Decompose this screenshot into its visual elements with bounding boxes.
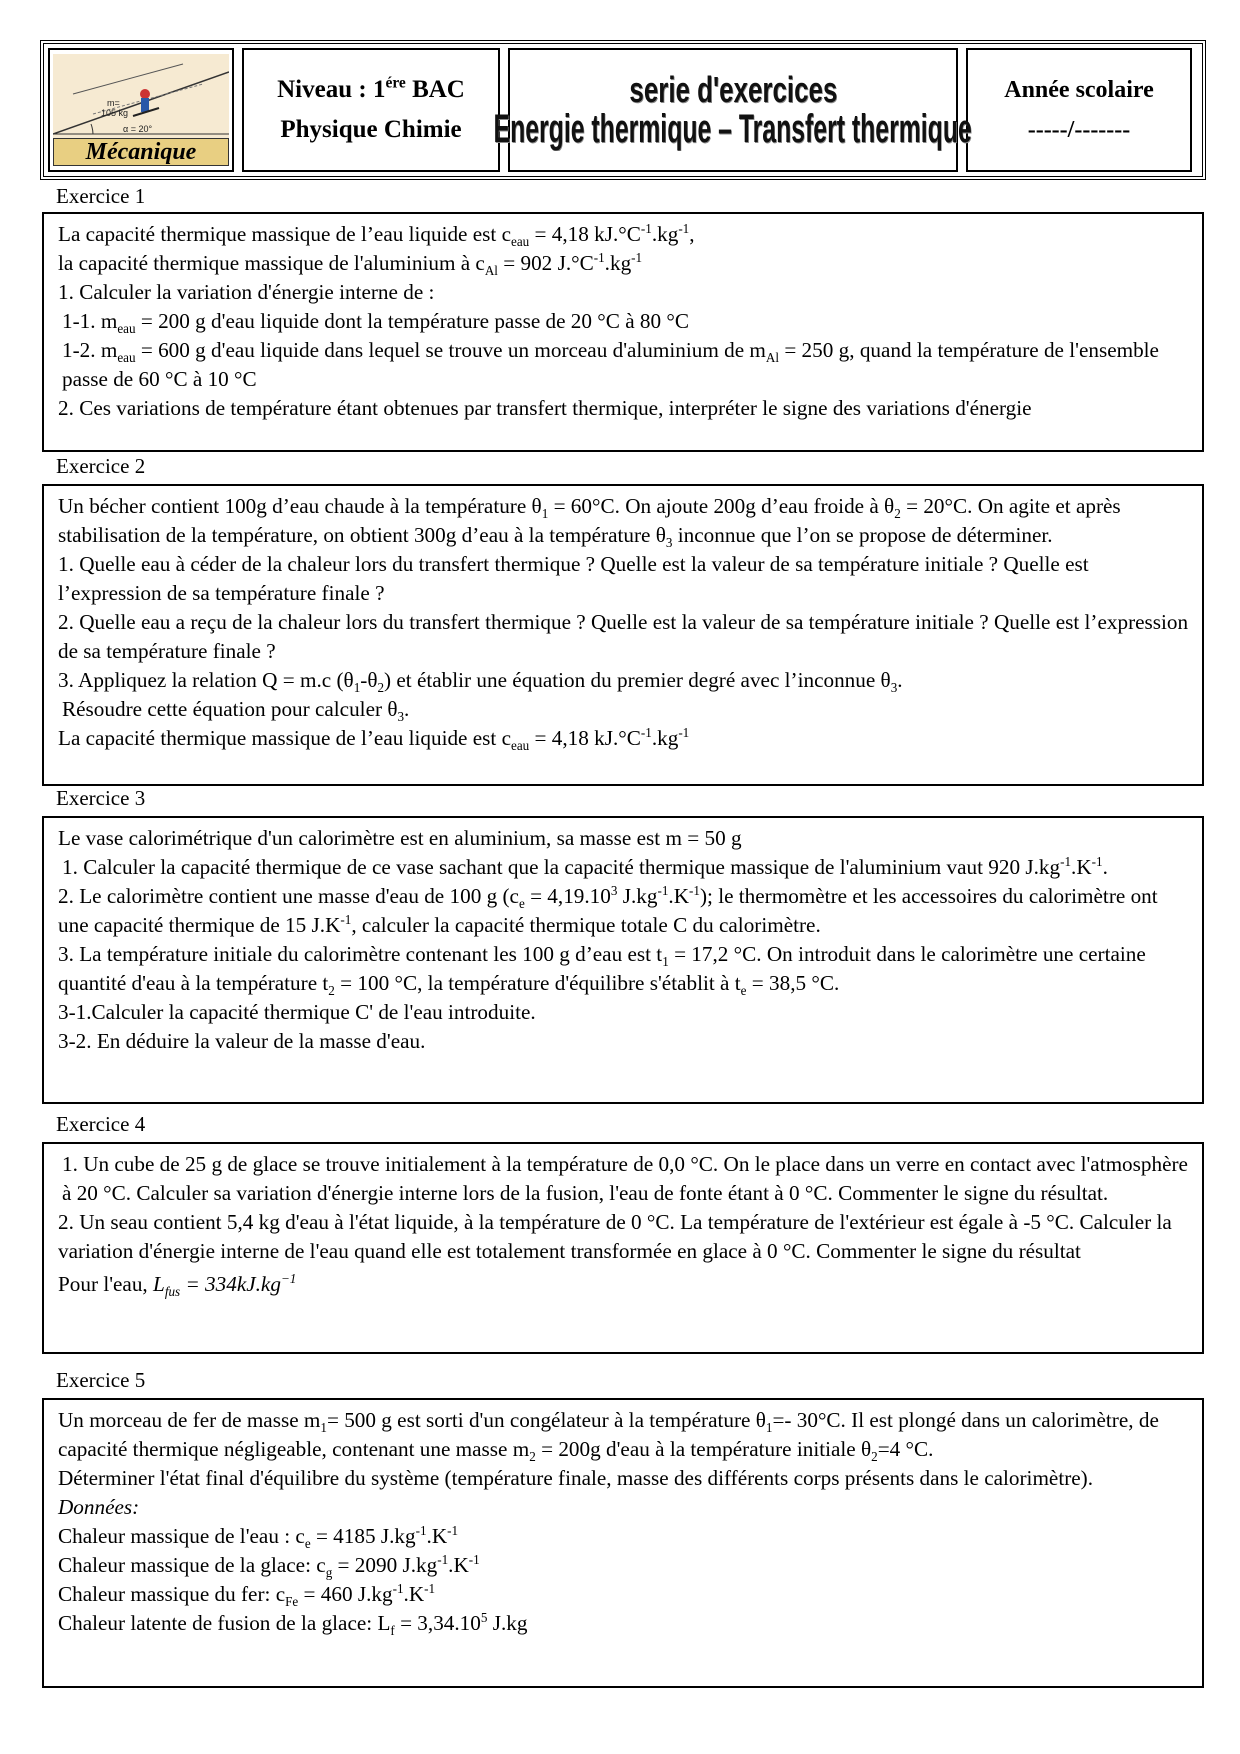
ex1-line: la capacité thermique massique de l'aluminium à $c_{Al} = 902$ $J.^\circ C^{-1}.kg^{-1}$: [58, 249, 643, 279]
ex2-question-2: 2. Quelle eau a reçu de la chaleur lors du transfert thermique ? Quelle est la valeur de sa température initiale ? Quelle est l’expression de sa température finale ?: [58, 610, 1189, 663]
ex1-line: La capacité thermique massique de l’eau liquide est $c_{eau} = 4,18$ $kJ.^\circ C^{-1}.kg^{-1}$,: [58, 220, 695, 250]
exercise-4-box: [42, 1142, 1204, 1354]
ex5-question: Déterminer l'état final d'équilibre du système (température finale, masse des différents corps présents dans le calorimètre).: [58, 1466, 1094, 1490]
ex1-question-2: 2. Ces variations de température étant obtenues par transfert thermique, interpréter le signe des variations d'énergie: [58, 396, 1032, 420]
logo-mass-value: 105 kg: [101, 108, 129, 118]
ex4-question-2: 2. Un seau contient 5,4 kg d'eau à l'état liquide, à la température de 0 °C. La température de l'extérieur est égale à -5 °C. Calculer la variation d'énergie interne de l'eau quand elle est totalement transformée en glace à 0 °C. Commenter le signe du résultat: [58, 1210, 1172, 1263]
ex5-data-line: Chaleur latente de fusion de la glace: $L_f = 3,34.10^5$ J.kg: [58, 1609, 528, 1639]
subject-line: Physique Chimie: [280, 116, 462, 143]
logo-label: Mécanique: [53, 138, 229, 166]
year-cell: [966, 48, 1192, 172]
exercise-5-box: [42, 1398, 1204, 1688]
logo-cell: [48, 48, 234, 172]
skier-diagram-icon: [53, 54, 229, 138]
ex3-question-3-1: 3-1.Calculer la capacité thermique C' de l'eau introduite.: [58, 1000, 536, 1024]
ex5-data-line: Chaleur massique de la glace: $c_g = 2090$ $J.kg^{-1}.K^{-1}$: [58, 1551, 480, 1581]
ex3-question-3-2: 3-2. En déduire la valeur de la masse d'eau.: [58, 1029, 426, 1053]
exercise-3-label: Exercice 3: [56, 786, 146, 810]
ex1-question-1-1: 1-1. $m_{eau} = 200$ g d'eau liquide dont la température passe de 20 °C à 80 °C: [62, 309, 689, 337]
logo-angle-label: α = 20°: [123, 124, 153, 134]
ex4-data: Pour l'eau, $L_{fus} = 334kJ.kg^{-1}$: [58, 1270, 297, 1300]
header-table: [40, 40, 1206, 180]
ex1-question-1-2: 1-2. $m_{eau} = 600$ g d'eau liquide dans lequel se trouve un morceau d'aluminium de $m_{Al} = 250$ g, quand la température de l'ensemble passe de 60 °C à 10 °C: [62, 338, 1159, 391]
exercise-1-label: Exercice 1: [56, 184, 146, 208]
exercise-1-box: [42, 212, 1204, 452]
level-line: Niveau : $1^{ére}$ BAC: [277, 74, 465, 103]
ex2-question-1: 1. Quelle eau à céder de la chaleur lors du transfert thermique ? Quelle est la valeur de sa température initiale ? Quelle est l’expression de sa température finale ?: [58, 552, 1089, 605]
ex1-question-1: 1. Calculer la variation d'énergie interne de :: [58, 280, 435, 304]
ex5-data-heading: Données:: [58, 1495, 140, 1519]
ex5-statement: Un morceau de fer de masse $m_1= 500$ g est sorti d'un congélateur à la température $\theta_1=-$ 30°C. Il est plongé dans un calorimètre, de capacité thermique négligeable, contenant une masse $m_2 = 200g$ d'eau à la température initiale $\theta_2=4$ °C.: [58, 1408, 1159, 1465]
title-cell: [493, 48, 973, 172]
ex2-data: La capacité thermique massique de l’eau liquide est $c_{eau} = 4,18$ $kJ.^\circ C^{-1}.kg^{-1}$: [58, 724, 690, 754]
level-cell: [242, 48, 500, 172]
ex4-question-1: 1. Un cube de 25 g de glace se trouve initialement à la température de 0,0 °C. On le place dans un verre en contact avec l'atmosphère à 20 °C. Calculer sa variation d'énergie interne lors de la fusion, l'eau de fonte étant à 0 °C. Commenter le signe du résultat.: [62, 1152, 1188, 1205]
exercise-2-box: [42, 484, 1204, 786]
topic-title: Energie thermique – Transfert thermique: [493, 106, 973, 151]
ex3-question-1: 1. Calculer la capacité thermique de ce vase sachant que la capacité thermique massique de l'aluminium vaut 920 $J.kg^{-1}.K^{-1}$.: [62, 853, 1108, 879]
ex3-statement: Le vase calorimétrique d'un calorimètre est en aluminium, sa masse est m = 50 g: [58, 826, 742, 850]
series-title: serie d'exercices: [629, 68, 837, 110]
exercise-3-box: [42, 816, 1204, 1104]
school-year-label: Année scolaire: [1004, 77, 1154, 103]
exercise-4-label: Exercice 4: [56, 1112, 146, 1136]
school-year-value: -----/-------: [1027, 117, 1131, 143]
logo-mass-label: m=: [107, 98, 120, 108]
ex2-statement: Un bécher contient 100g d’eau chaude à la température $\theta_1 = 60^\circ C$. On ajoute 200g d’eau froide à $\theta_2 = 20^\circ C$. On agite et après stabilisation de la température, on obtient 300g d’eau à la température $\theta_3$ inconnue que l’on se propose de déterminer.: [58, 494, 1121, 551]
exercise-5-label: Exercice 5: [56, 1368, 146, 1392]
ex2-question-3: 3. Appliquez la relation Q = m.c $(\theta_1-\theta_2)$ et établir une équation du premier degré avec l’inconnue $\theta_3$.: [58, 668, 903, 696]
ex5-data-line: Chaleur massique du fer: $c_{Fe} = 460$ $J.kg^{-1}.K^{-1}$: [58, 1580, 436, 1610]
ex5-data-line: Chaleur massique de l'eau : $c_e = 4185$ $J.kg^{-1}.K^{-1}$: [58, 1522, 459, 1552]
ex3-question-2: 2. Le calorimètre contient une masse d'eau de 100 g ($c_e = 4,19.10^3$ $J.kg^{-1}.K^{-1}$); le thermomètre et les accessoires du calorimètre ont une capacité thermique de 15 $J.K^{-1}$, calculer la capacité thermique totale C du calorimètre.: [58, 882, 1158, 937]
exercise-2-label: Exercice 2: [56, 454, 146, 478]
ex2-question-3-solve: Résoudre cette équation pour calculer $\theta_3$.: [62, 697, 410, 725]
mechanics-illustration: [53, 54, 229, 138]
ex3-question-3: 3. La température initiale du calorimètre contenant les 100 g d’eau est $t_1 = 17,2$ °C. On introduit dans le calorimètre une certaine quantité d'eau à la température $t_2 = 100$ °C, la température d'équilibre s'établit à $t_e = 38,5$ °C.: [58, 942, 1146, 999]
